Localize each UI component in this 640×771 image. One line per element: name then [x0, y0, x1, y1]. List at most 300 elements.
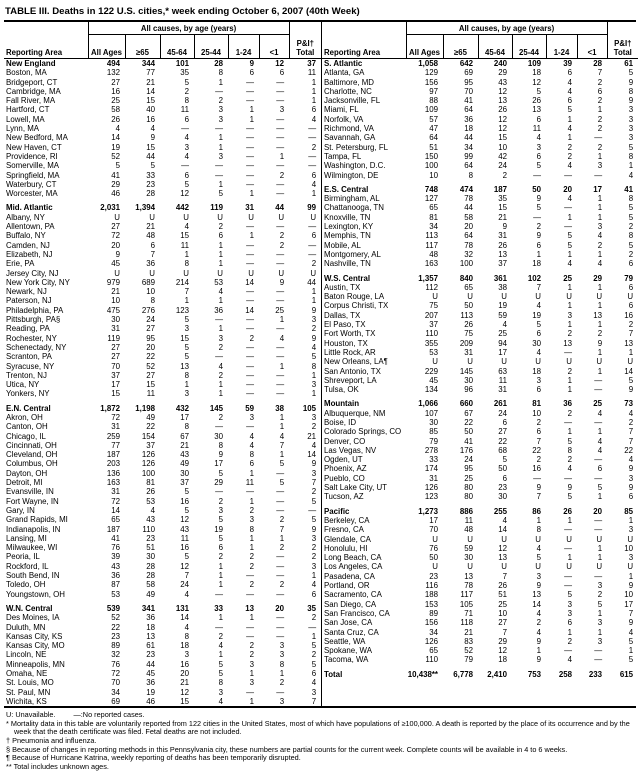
value-cell: 2: [218, 222, 223, 232]
value-cell: 6: [597, 464, 603, 474]
value-cell: 4: [218, 287, 223, 297]
value-cell: 15: [146, 380, 155, 390]
reporting-area-cell: Pasadena, CA: [324, 571, 375, 581]
value-cell: 3: [184, 324, 189, 334]
reporting-area-cell: Paterson, NJ: [6, 296, 52, 306]
value-cell: 8: [628, 231, 634, 241]
value-cell: 11: [464, 515, 473, 525]
value-cell: 6: [628, 301, 634, 311]
city-row: [4, 124, 321, 133]
city-row: [4, 315, 321, 324]
value-cell: —: [215, 124, 223, 134]
value-cell: —: [276, 179, 285, 189]
value-cell: 5: [567, 590, 572, 600]
value-cell: 100: [424, 161, 438, 171]
value-cell: 12: [498, 124, 507, 134]
value-cell: U: [627, 357, 634, 367]
value-cell: 5: [628, 68, 634, 78]
value-cell: 3: [628, 553, 634, 563]
value-cell: 10: [532, 408, 541, 418]
value-cell: —: [246, 422, 254, 432]
reporting-area-cell: Jersey City, NJ: [6, 268, 59, 278]
value-cell: 1: [311, 571, 317, 581]
reporting-area-cell: Albuquerque, NM: [324, 408, 386, 418]
value-cell: 6: [567, 96, 572, 106]
value-cell: 259: [106, 431, 120, 441]
value-cell: —: [276, 114, 285, 124]
value-cell: 7: [628, 329, 634, 339]
value-cell: 5: [279, 459, 285, 469]
value-cell: 2: [249, 552, 254, 562]
value-cell: 8: [184, 259, 189, 269]
value-cell: 31: [111, 487, 120, 497]
value-cell: 3: [311, 315, 317, 325]
reporting-area-cell: Wilmington, DE: [324, 170, 379, 180]
value-cell: 25: [464, 473, 473, 483]
value-cell: 6: [311, 105, 317, 115]
value-cell: 27: [111, 352, 120, 362]
value-cell: —: [564, 222, 572, 232]
reporting-area-cell: New Bedford, MA: [6, 133, 68, 143]
header-reporting-area: Reporting Area: [4, 35, 88, 59]
city-row: [322, 292, 638, 301]
value-cell: 50: [464, 301, 473, 311]
value-cell: —: [594, 515, 603, 525]
value-cell: 3: [218, 505, 223, 515]
value-cell: 17: [111, 380, 120, 390]
value-cell: 9: [628, 464, 634, 474]
value-cell: 126: [424, 636, 438, 646]
value-cell: 12: [498, 86, 507, 96]
reporting-area-cell: E.S. Central: [324, 184, 369, 194]
value-cell: 5: [218, 515, 223, 525]
value-cell: 21: [111, 287, 120, 297]
value-cell: 109: [527, 59, 541, 68]
value-cell: —: [564, 571, 572, 581]
value-cell: 5: [597, 599, 603, 609]
value-cell: —: [564, 646, 572, 656]
value-cell: —: [276, 589, 285, 599]
footnote-double-star: ** Total includes unknown ages.: [6, 761, 109, 771]
reporting-area-cell: Yonkers, NY: [6, 389, 50, 399]
value-cell: 72: [111, 669, 120, 678]
value-cell: 51: [146, 543, 155, 553]
city-row: [4, 115, 321, 124]
value-cell: 67: [180, 431, 189, 441]
city-row: [322, 581, 638, 590]
value-cell: 13: [464, 571, 473, 581]
value-cell: U: [501, 534, 507, 544]
value-cell: —: [246, 77, 254, 87]
value-cell: —: [215, 589, 223, 599]
reporting-area-cell: Tacoma, WA: [324, 655, 369, 665]
value-cell: 156: [424, 618, 438, 628]
value-cell: 1: [597, 627, 603, 637]
value-cell: 4: [536, 301, 541, 311]
city-row: [322, 590, 638, 599]
value-cell: 70: [111, 678, 120, 688]
value-cell: 748: [424, 184, 438, 194]
value-cell: 107: [424, 408, 438, 418]
value-cell: —: [308, 151, 317, 161]
city-row: [4, 334, 321, 343]
value-cell: 15: [146, 96, 155, 106]
value-cell: —: [594, 473, 603, 483]
value-cell: —: [246, 389, 254, 399]
value-cell: —: [276, 622, 285, 632]
value-cell: 25: [111, 96, 120, 106]
reporting-area-cell: Wichita, KS: [6, 696, 47, 706]
value-cell: —: [246, 589, 254, 599]
value-cell: 4: [567, 124, 572, 134]
reporting-area-cell: Evansville, IN: [6, 487, 54, 497]
value-cell: —: [276, 161, 285, 171]
value-cell: 2: [567, 151, 572, 161]
value-cell: 5: [628, 636, 634, 646]
value-cell: 3: [279, 696, 285, 706]
city-row: [322, 329, 638, 338]
value-cell: —: [564, 543, 572, 553]
value-cell: —: [215, 352, 223, 362]
value-cell: 9: [218, 450, 223, 460]
value-cell: —: [594, 133, 603, 143]
value-cell: 1: [218, 142, 223, 152]
value-cell: 20: [464, 222, 473, 232]
value-cell: 4: [249, 431, 254, 441]
reporting-area-cell: Montgomery, AL: [324, 249, 381, 259]
city-row: [4, 623, 321, 632]
value-cell: U: [566, 534, 572, 544]
reporting-area-cell: Chicago, IL: [6, 431, 46, 441]
value-cell: U: [432, 357, 438, 367]
city-row: [4, 688, 321, 697]
value-cell: 6: [249, 68, 254, 78]
value-cell: 58: [146, 580, 155, 590]
header-spacer: [322, 22, 406, 35]
city-row: [4, 380, 321, 389]
header-pi-total: P&I† Total: [607, 35, 638, 59]
value-cell: 3: [311, 380, 317, 390]
value-cell: 14: [180, 613, 189, 623]
value-cell: 753: [527, 669, 541, 679]
reporting-area-cell: Chattanooga, TN: [324, 203, 384, 213]
value-cell: 7: [628, 608, 634, 618]
city-row: [4, 78, 321, 87]
value-cell: 1: [597, 492, 603, 502]
value-cell: 2: [311, 613, 317, 623]
value-cell: —: [594, 417, 603, 427]
value-cell: 17: [214, 459, 223, 469]
value-cell: 34: [464, 142, 473, 152]
value-cell: 1: [311, 389, 317, 399]
value-cell: 9: [115, 249, 120, 259]
value-cell: —: [276, 324, 285, 334]
value-cell: 48: [464, 525, 473, 535]
city-row: [4, 613, 321, 622]
reporting-area-cell: Honolulu, HI: [324, 543, 368, 553]
value-cell: 11: [180, 240, 189, 250]
value-cell: 1: [628, 646, 634, 656]
value-cell: U: [217, 212, 223, 222]
value-cell: 9: [311, 305, 317, 315]
city-row: [322, 203, 638, 212]
value-cell: 7: [502, 571, 507, 581]
value-cell: 3: [279, 105, 285, 115]
value-cell: U: [627, 534, 634, 544]
value-cell: 38: [498, 282, 507, 292]
value-cell: —: [246, 240, 254, 250]
value-cell: 6,778: [453, 669, 473, 679]
value-cell: 9: [536, 194, 541, 204]
city-row: [4, 660, 321, 669]
value-cell: 4: [536, 608, 541, 618]
reporting-area-cell: South Bend, IN: [6, 571, 60, 581]
reporting-area-cell: St. Petersburg, FL: [324, 142, 389, 152]
value-cell: U: [596, 292, 603, 302]
value-cell: 48: [429, 249, 438, 259]
reporting-area-cell: Sacramento, CA: [324, 590, 382, 600]
value-cell: 41: [111, 533, 120, 543]
value-cell: 14: [532, 599, 541, 609]
value-cell: 72: [111, 496, 120, 506]
value-cell: 1: [184, 296, 189, 306]
value-cell: 7: [628, 436, 634, 446]
value-cell: 65: [464, 282, 473, 292]
city-row: [322, 231, 638, 240]
value-cell: 5: [184, 315, 189, 325]
value-cell: 2: [249, 650, 254, 660]
value-cell: 145: [459, 366, 473, 376]
value-cell: 63: [498, 366, 507, 376]
value-cell: 86: [532, 506, 541, 516]
value-cell: —: [246, 361, 254, 371]
value-cell: 2: [218, 412, 223, 422]
reporting-area-cell: Canton, OH: [6, 422, 48, 432]
value-cell: —: [276, 487, 285, 497]
value-cell: 145: [209, 403, 223, 413]
value-cell: 25: [498, 599, 507, 609]
value-cell: 9: [279, 277, 285, 287]
reporting-area-cell: Nashville, TN: [324, 259, 371, 269]
value-cell: 1: [218, 133, 223, 143]
value-cell: 4: [502, 320, 507, 330]
value-cell: —: [215, 86, 223, 96]
value-cell: 88: [429, 96, 438, 106]
value-cell: 5: [567, 231, 572, 241]
value-cell: 119: [107, 333, 120, 343]
value-cell: 1: [628, 571, 634, 581]
value-cell: 102: [527, 273, 541, 283]
value-cell: 3: [567, 608, 572, 618]
value-cell: 1: [249, 543, 254, 553]
value-cell: 110: [425, 329, 438, 339]
value-cell: 3: [279, 650, 285, 660]
value-cell: 14: [624, 366, 634, 376]
value-cell: 43: [180, 450, 189, 460]
reporting-area-cell: Youngstown, OH: [6, 589, 65, 599]
value-cell: 188: [424, 590, 438, 600]
value-cell: 95: [464, 77, 473, 87]
value-cell: 7: [311, 696, 317, 706]
value-cell: 1: [597, 105, 603, 115]
value-cell: 1: [218, 650, 223, 660]
reporting-area-cell: Austin, TX: [324, 282, 361, 292]
value-cell: U: [432, 534, 438, 544]
value-cell: U: [596, 562, 603, 572]
value-cell: 5: [628, 203, 634, 213]
reporting-area-cell: Rockford, IL: [6, 561, 49, 571]
value-cell: 233: [588, 669, 603, 679]
value-cell: 2: [567, 455, 572, 465]
reporting-area-cell: E.N. Central: [6, 403, 51, 413]
value-cell: 75: [464, 329, 473, 339]
value-cell: —: [533, 212, 541, 222]
value-cell: 2: [279, 231, 285, 241]
value-cell: 203: [106, 459, 120, 469]
value-cell: 2: [218, 496, 223, 506]
value-cell: 12: [180, 515, 189, 525]
value-cell: —: [246, 370, 254, 380]
value-cell: 31: [111, 324, 120, 334]
value-cell: U: [432, 562, 438, 572]
reporting-area-cell: Rochester, NY: [6, 333, 57, 343]
value-cell: 44: [275, 203, 285, 213]
reporting-area-cell: Los Angeles, CA: [324, 562, 383, 572]
value-cell: 3: [218, 333, 223, 343]
value-cell: 25: [275, 305, 285, 315]
reporting-area-cell: Tulsa, OK: [324, 385, 359, 395]
value-cell: 21: [146, 222, 155, 232]
city-row: [4, 580, 321, 589]
value-cell: 1,066: [418, 399, 438, 409]
value-cell: 9: [536, 655, 541, 665]
value-cell: 36: [563, 399, 572, 409]
city-row: [4, 478, 321, 487]
value-cell: 79: [464, 655, 473, 665]
deaths-table-left-half: [4, 22, 322, 706]
value-cell: 30: [429, 417, 438, 427]
value-cell: 4: [279, 333, 285, 343]
reporting-area-cell: Utica, NY: [6, 380, 40, 390]
value-cell: 3: [597, 222, 603, 232]
value-cell: 53: [214, 277, 223, 287]
value-cell: 45: [429, 375, 438, 385]
value-cell: 29: [111, 179, 120, 189]
value-cell: —: [246, 142, 254, 152]
value-cell: 6: [536, 151, 541, 161]
value-cell: 2: [311, 543, 317, 553]
value-cell: 4: [184, 222, 189, 232]
value-cell: 689: [141, 277, 155, 287]
city-row: [322, 437, 638, 446]
value-cell: 70: [111, 361, 120, 371]
value-cell: 7: [184, 571, 189, 581]
value-cell: 3: [567, 599, 572, 609]
value-cell: —: [246, 170, 254, 180]
deaths-table-right-half: [322, 22, 638, 706]
value-cell: —: [215, 422, 223, 432]
value-cell: 1: [249, 613, 254, 623]
value-cell: 12: [498, 543, 507, 553]
value-cell: 1: [628, 515, 634, 525]
value-cell: 2: [311, 422, 317, 432]
value-cell: U: [149, 212, 155, 222]
reporting-area-cell: Tucson, AZ: [324, 492, 364, 502]
value-cell: 43: [146, 515, 155, 525]
value-cell: 29: [593, 273, 603, 283]
value-cell: 9: [536, 581, 541, 591]
value-cell: 27: [498, 618, 507, 628]
value-cell: 24: [498, 161, 507, 171]
value-cell: 26: [464, 320, 473, 330]
value-cell: 6: [502, 473, 507, 483]
reporting-area-cell: Syracuse, NY: [6, 361, 55, 371]
value-cell: 81: [532, 399, 541, 409]
value-cell: 20: [593, 506, 603, 516]
city-row: [322, 409, 638, 418]
value-cell: 3: [249, 678, 254, 688]
city-row: [4, 352, 321, 361]
city-row: [322, 600, 638, 609]
value-cell: U: [501, 292, 507, 302]
value-cell: 20: [275, 603, 285, 613]
reporting-area-cell: Scranton, PA: [6, 352, 52, 362]
value-cell: 5: [536, 161, 541, 171]
value-cell: 69: [464, 68, 473, 78]
value-cell: 1: [279, 669, 285, 678]
value-cell: 2: [597, 77, 603, 87]
value-cell: 1: [311, 370, 317, 380]
value-cell: —: [533, 170, 541, 180]
value-cell: 95: [464, 464, 473, 474]
value-cell: 13: [245, 603, 254, 613]
value-cell: 12: [275, 59, 285, 68]
value-cell: 16: [180, 543, 189, 553]
value-cell: 42: [498, 151, 507, 161]
value-cell: 23: [498, 483, 507, 493]
value-cell: 34: [429, 222, 438, 232]
header-1-24: 1-24: [228, 35, 259, 59]
value-cell: 37: [307, 59, 317, 68]
value-cell: —: [564, 581, 572, 591]
header-columns-row: [4, 35, 321, 59]
city-row: [4, 590, 321, 599]
value-cell: 11: [498, 375, 507, 385]
reporting-area-cell: Portland, OR: [324, 581, 370, 591]
value-cell: 36: [146, 613, 155, 623]
value-cell: 30: [214, 431, 223, 441]
reporting-area-cell: Worcester, MA: [6, 189, 58, 199]
value-cell: 4: [502, 515, 507, 525]
city-row: [4, 287, 321, 296]
value-cell: 50: [498, 464, 507, 474]
value-cell: 163: [424, 259, 438, 269]
value-cell: 14: [146, 86, 155, 96]
city-row: [322, 171, 638, 180]
value-cell: 10: [111, 296, 120, 306]
region-row: [322, 185, 638, 194]
value-cell: 5: [567, 240, 572, 250]
value-cell: 27: [146, 324, 155, 334]
reporting-area-cell: New Orleans, LA¶: [324, 357, 388, 367]
value-cell: 6: [311, 589, 317, 599]
value-cell: 156: [424, 77, 438, 87]
reporting-area-cell: Gary, IN: [6, 505, 35, 515]
city-row: [4, 525, 321, 534]
value-cell: U: [467, 534, 473, 544]
city-row: [322, 464, 638, 473]
header-1-24: 1-24: [546, 35, 577, 59]
